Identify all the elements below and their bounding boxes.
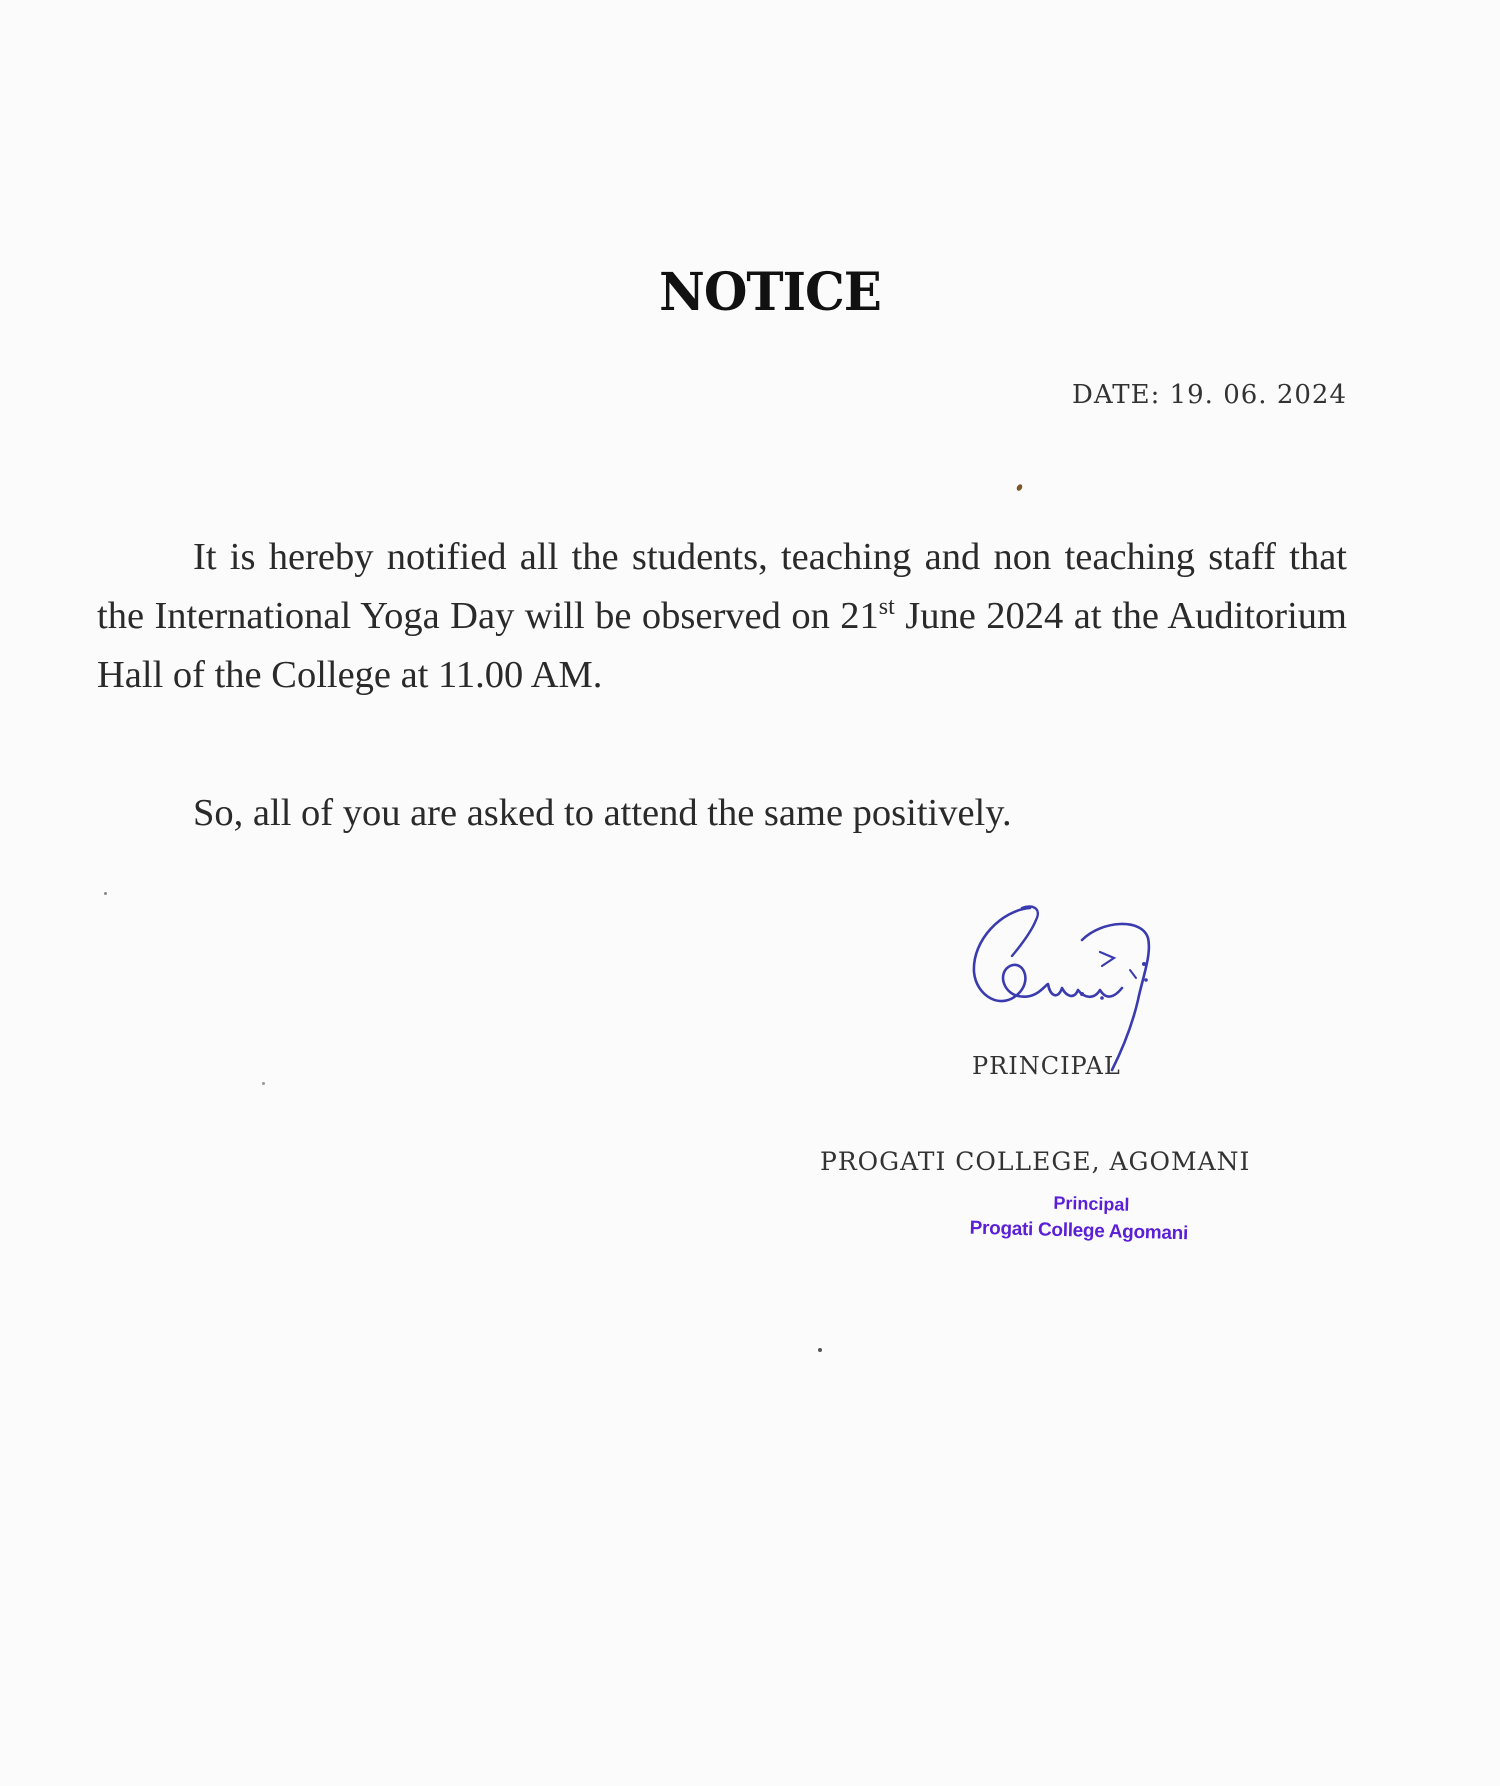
notice-closing: So, all of you are asked to attend the same positively.	[193, 792, 1012, 834]
notice-date	[1072, 380, 1347, 410]
date-value: 19. 06. 2024	[1169, 380, 1347, 410]
paper-speck	[262, 1082, 265, 1085]
ink-speck	[1016, 483, 1024, 492]
signatory-title: PRINCIPAL	[972, 1052, 1121, 1080]
stamp-line-2: Progati College Agomani	[969, 1217, 1189, 1245]
notice-title: NOTICE	[659, 260, 881, 323]
stamp-line-1: Principal	[1053, 1192, 1130, 1215]
body-ordinal-suffix: st	[878, 594, 895, 620]
institution-name: PROGATI COLLEGE, AGOMANI	[820, 1147, 1251, 1176]
paper-speck	[104, 892, 107, 895]
body-text-part1: It is hereby notified all the students, teaching and non teaching staff that the International Yoga Day will be observed on 21	[97, 536, 1347, 637]
notice-body	[97, 528, 1347, 705]
paper-speck	[818, 1348, 822, 1352]
principal-stamp	[969, 1191, 1230, 1247]
date-label: DATE:	[1072, 380, 1161, 410]
body-text-part2: June 2024 at the Auditorium Hall of the College at 11.00 AM.	[97, 595, 1347, 696]
